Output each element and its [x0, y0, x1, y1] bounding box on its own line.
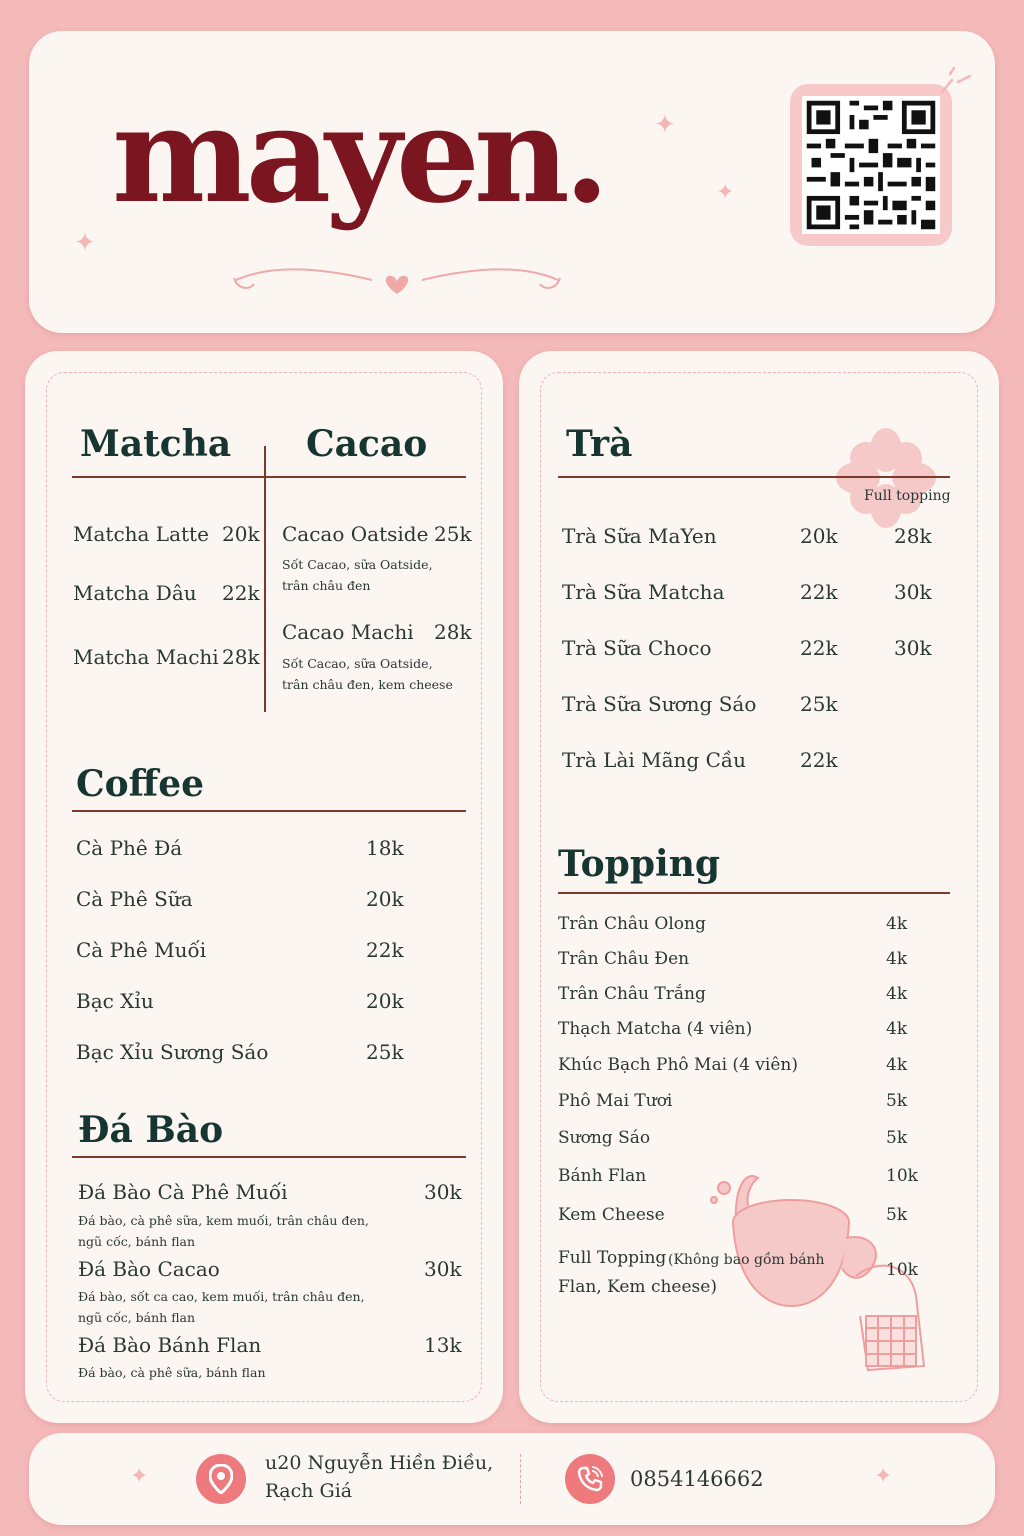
menu-item-price: 22k: [366, 938, 404, 962]
menu-item-price: 30k: [424, 1257, 462, 1281]
menu-item-full-price: 30k: [894, 636, 932, 660]
topping-item-name: Phô Mai Tươi: [558, 1091, 673, 1111]
menu-item-name: Trà Sữa MaYen: [562, 524, 717, 548]
topping-item-price: 10k: [886, 1260, 918, 1280]
topping-item-price: 5k: [886, 1091, 908, 1111]
menu-item-description: Đá bào, sốt ca cao, kem muối, trân châu đen, ngũ cốc, bánh flan: [78, 1289, 365, 1326]
header-panel: [36, 38, 988, 326]
phone-icon: [565, 1454, 615, 1504]
menu-item-name: Trà Lài Mãng Cầu: [562, 748, 747, 772]
topping-item-price: 5k: [886, 1128, 908, 1148]
menu-item-name: Bạc Xỉu Sương Sáo: [76, 1040, 269, 1064]
topping-item-name: Kem Cheese: [558, 1205, 665, 1225]
menu-item-name: Cà Phê Sữa: [76, 887, 193, 911]
menu-item-name: Trà Sữa Matcha: [562, 580, 725, 604]
topping-item-name: Bánh Flan: [558, 1166, 647, 1186]
section-rule: [558, 476, 950, 478]
menu-item-name: Đá Bào Cacao: [78, 1257, 220, 1281]
column-divider: [264, 446, 266, 712]
section-title-tra: Trà: [566, 423, 633, 465]
topping-item-name: Trân Châu Olong: [558, 914, 706, 934]
menu-item-name: Bạc Xỉu: [76, 989, 154, 1013]
menu-item-price: 25k: [800, 692, 838, 716]
topping-item-name: Trân Châu Đen: [558, 949, 690, 969]
menu-item-price: 22k: [800, 748, 838, 772]
menu-item-price: 28k: [222, 645, 260, 669]
menu-item-price: 22k: [800, 580, 838, 604]
topping-item-price: 4k: [886, 984, 908, 1004]
topping-item-price: 10k: [886, 1166, 918, 1186]
topping-item-price: 5k: [886, 1205, 908, 1225]
topping-item-name: Thạch Matcha (4 viên): [558, 1019, 753, 1039]
sparkle-icon: ✦: [74, 228, 96, 258]
menu-item-name: Đá Bào Cà Phê Muối: [78, 1180, 288, 1204]
brand-logo: mayen.: [112, 78, 604, 233]
menu-item-description: Đá bào, cà phê sữa, bánh flan: [78, 1365, 266, 1380]
menu-item-name: Matcha Machi: [73, 645, 219, 669]
menu-item-price: 20k: [222, 522, 260, 546]
menu-item-price: 22k: [222, 581, 260, 605]
topping-item-note-continued: Flan, Kem cheese): [558, 1277, 717, 1297]
section-rule: [72, 476, 466, 478]
topping-item-price: 4k: [886, 1055, 908, 1075]
sparkle-icon: ✦: [130, 1464, 149, 1489]
section-title-da-bao: Đá Bào: [78, 1109, 224, 1151]
left-menu-panel: [32, 358, 496, 1416]
menu-item-name: Trà Sữa Choco: [562, 636, 712, 660]
qr-code-icon: [802, 96, 940, 234]
menu-item-description: Đá bào, cà phê sữa, kem muối, trân châu đen, ngũ cốc, bánh flan: [78, 1213, 369, 1250]
section-title-matcha: Matcha: [80, 423, 232, 465]
menu-item-price: 25k: [434, 522, 472, 546]
topping-item-price: 4k: [886, 1019, 908, 1039]
menu-item-full-price: 30k: [894, 580, 932, 604]
menu-item-price: 22k: [800, 636, 838, 660]
full-topping-label: Full topping: [864, 488, 951, 504]
flower-icon: [836, 428, 936, 528]
section-title-coffee: Coffee: [76, 763, 205, 805]
topping-item-note: (Không bao gồm bánh: [668, 1252, 825, 1268]
sparkle-icon: ✦: [874, 1464, 893, 1489]
footer-panel: [36, 1440, 988, 1518]
topping-item-name: Khúc Bạch Phô Mai (4 viên): [558, 1055, 798, 1075]
section-rule: [558, 892, 950, 894]
location-pin-icon: [196, 1454, 246, 1504]
menu-item-name: Trà Sữa Sương Sáo: [562, 692, 757, 716]
topping-item-name: Trân Châu Trắng: [558, 984, 706, 1004]
phone-number[interactable]: 0854146662: [630, 1467, 764, 1491]
menu-item-name: Matcha Dâu: [73, 581, 197, 605]
topping-item-price: 4k: [886, 949, 908, 969]
section-rule: [72, 810, 466, 812]
menu-item-name: Cà Phê Đá: [76, 836, 183, 860]
section-title-cacao: Cacao: [306, 423, 428, 465]
topping-item-price: 4k: [886, 914, 908, 934]
menu-item-price: 30k: [424, 1180, 462, 1204]
topping-item-name: Full Topping: [558, 1248, 667, 1268]
swirl-ornament: [232, 260, 562, 300]
qr-code[interactable]: [790, 84, 952, 246]
menu-item-price: 18k: [366, 836, 404, 860]
menu-item-description: Sốt Cacao, sữa Oatside, trân châu đen, kem cheese: [282, 656, 453, 693]
menu-item-name: Cà Phê Muối: [76, 938, 207, 962]
right-menu-panel: [526, 358, 992, 1416]
menu-item-name: Đá Bào Bánh Flan: [78, 1333, 262, 1357]
section-rule: [72, 1156, 466, 1158]
section-title-topping: Topping: [558, 843, 721, 885]
footer-divider: [520, 1454, 521, 1504]
menu-item-price: 20k: [800, 524, 838, 548]
menu-item-price: 13k: [424, 1333, 462, 1357]
sparkle-icon: ✦: [654, 110, 676, 140]
menu-item-full-price: 28k: [894, 524, 932, 548]
menu-item-price: 20k: [366, 887, 404, 911]
topping-item-name: Sương Sáo: [558, 1128, 651, 1148]
menu-item-name: Cacao Oatside: [282, 522, 429, 546]
menu-item-price: 20k: [366, 989, 404, 1013]
menu-item-name: Matcha Latte: [73, 522, 209, 546]
menu-item-price: 25k: [366, 1040, 404, 1064]
menu-item-price: 28k: [434, 620, 472, 644]
address[interactable]: u20 Nguyễn Hiền Điều, Rạch Giá: [265, 1452, 494, 1502]
menu-item-name: Cacao Machi: [282, 620, 414, 644]
sparkle-lines-icon: [938, 66, 972, 96]
sparkle-icon: ✦: [716, 180, 735, 205]
menu-item-description: Sốt Cacao, sữa Oatside, trân châu đen: [282, 557, 433, 594]
